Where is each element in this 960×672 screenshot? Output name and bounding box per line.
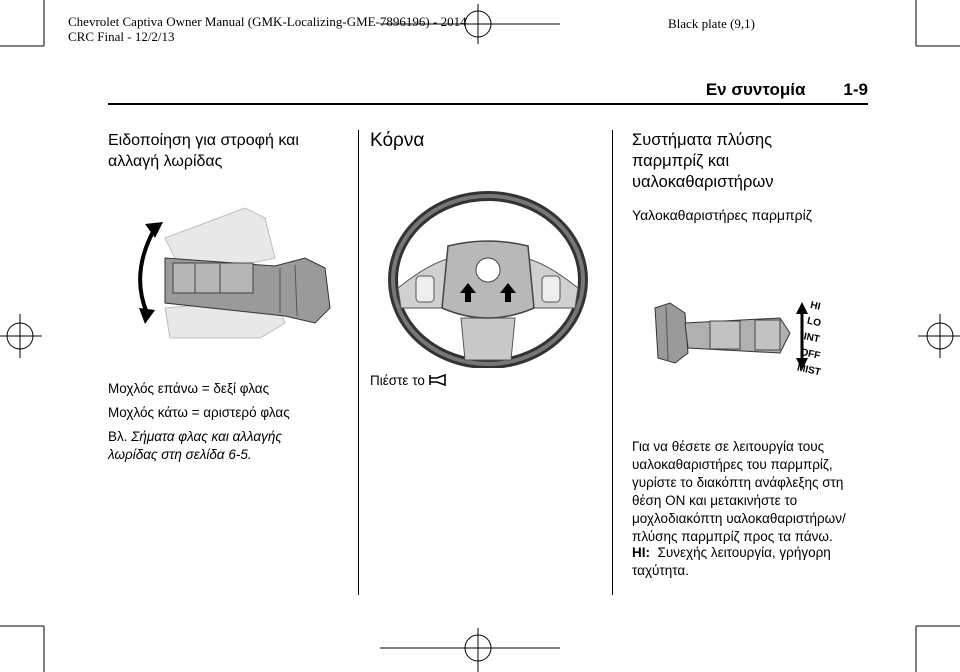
turn-signal-heading-line1: Ειδοποίηση για στροφή και: [108, 132, 299, 149]
hi-term: HI:: [632, 545, 650, 560]
horn-icon: [429, 374, 449, 386]
wiper-heading-line2: παρμπρίζ και: [632, 152, 730, 170]
column-divider-1: [358, 130, 359, 595]
lever-down-text: Μοχλός κάτω = αριστερό φλας: [108, 405, 290, 420]
column-divider-2: [612, 130, 613, 595]
section-title: Εν συντομία: [705, 80, 806, 99]
wiper-text-line: υαλοκαθαριστήρες του παρμπρίζ,: [632, 457, 833, 472]
wiper-instructions: [632, 438, 846, 546]
page-number: 1-9: [843, 80, 868, 99]
windshield-wipers-subheading: Υαλοκαθαριστήρες παρμπρίζ: [632, 207, 812, 223]
slug-status: CRC Final - 12/2/13: [68, 29, 175, 44]
reference-link-line2: λωρίδας στη σελίδα 6-5.: [108, 447, 252, 462]
turn-signal-reference: [108, 428, 282, 464]
horn-instruction: [370, 372, 449, 390]
reference-link-line1: Σήματα φλας και αλλαγής: [131, 429, 282, 444]
wiper-text-line: πλύσης παρμπρίζ προς τα πάνω.: [632, 529, 833, 544]
wiper-washer-heading: [632, 130, 774, 193]
wiper-text-line: γυρίστε το διακόπτη ανάφλεξης στη: [632, 475, 844, 490]
hi-description-line2: ταχύτητα.: [632, 563, 689, 578]
wiper-text-line: Για να θέσετε σε λειτουργία τους: [632, 439, 825, 454]
lever-up-text: Μοχλός επάνω = δεξί φλας: [108, 381, 270, 396]
slug-plate: Black plate (9,1): [668, 16, 755, 31]
label-off: OFF: [799, 346, 822, 362]
header-rule: [108, 103, 868, 105]
label-lo: LO: [805, 315, 822, 330]
horn-instruction-text: Πιέστε το: [370, 373, 425, 388]
turn-signal-heading: [108, 130, 299, 172]
steering-wheel-illustration: [376, 188, 594, 368]
label-mist: MIST: [795, 362, 822, 379]
wiper-text-line: θέση ON και μετακινήστε το: [632, 493, 798, 508]
reference-prefix: Βλ.: [108, 429, 128, 444]
hi-description-line1: Συνεχής λειτουργία, γρήγορη: [657, 545, 831, 560]
turn-signal-heading-line2: αλλαγή λωρίδας: [108, 153, 223, 170]
running-head: [706, 80, 868, 100]
horn-heading: Κόρνα: [370, 130, 425, 151]
hi-definition: [632, 544, 831, 580]
turn-signal-lever-illustration: [125, 198, 340, 358]
wiper-text-line: μοχλοδιακόπτη υαλοκαθαριστήρων/: [632, 511, 846, 526]
wiper-heading-line3: υαλοκαθαριστήρων: [632, 173, 774, 191]
wiper-heading-line1: Συστήματα πλύσης: [632, 131, 773, 149]
slug-manual-title: Chevrolet Captiva Owner Manual (GMK-Localizing-GME-7896196) - 2014: [68, 14, 467, 29]
label-hi: HI: [809, 299, 822, 313]
label-int: INT: [802, 331, 821, 346]
